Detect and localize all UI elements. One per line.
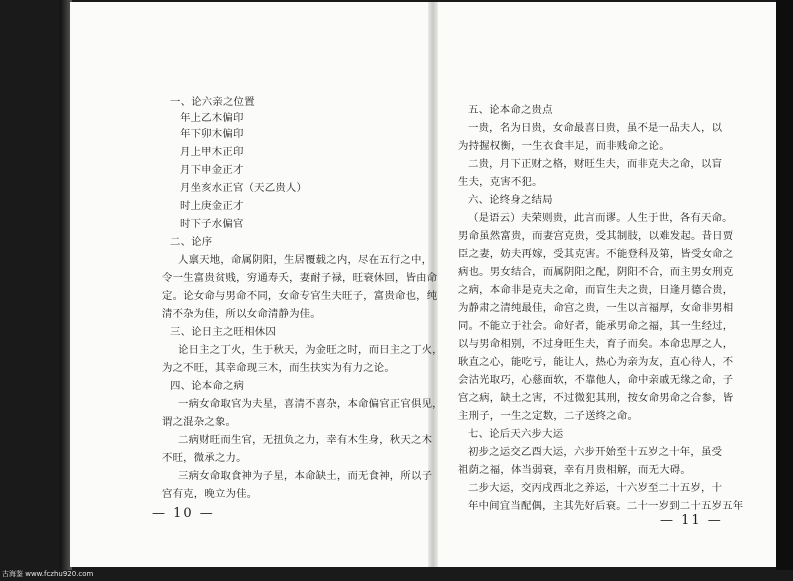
text-line: 二步大运，交丙戌西北之养运，十六岁至二十五岁，十 — [468, 482, 723, 494]
text-line: 月坐亥水正官（天乙贵人） — [180, 182, 308, 194]
text-line: 一病女命取官为夫星，喜清不喜杂，本命偏官正官俱见， — [178, 398, 443, 410]
right-page-number: — 11 — — [660, 513, 723, 528]
text-line: 为静肃之清纯最佳，命宫之贵，一生以言福厚，女命非男相 — [458, 302, 734, 314]
section-heading: 二、论序 — [170, 236, 213, 248]
section-heading: 七、论后天六步大运 — [468, 428, 564, 440]
text-line: 人禀天地，命属阴阳，生居覆载之内，尽在五行之中， — [178, 254, 433, 266]
text-line: 一贵，名为日贵，女命最喜日贵，虽不是一品夫人，以 — [468, 122, 723, 134]
text-line: 论日主之丁火，生于秋天，为金旺之时，而日主之丁火， — [178, 344, 443, 356]
text-line: 会沽光取巧，心慈面软，不靠他人，命中亲戚无缘之命，子 — [458, 374, 734, 386]
text-line: 生夫，克害不犯。 — [458, 176, 543, 188]
section-heading: 一、论六亲之位置 — [170, 96, 255, 108]
text-line: 同。不能立于社会。命好者，能承男命之福，其一生经过， — [458, 320, 734, 332]
text-line: 男命虽然富贵，而妻宫克贵，受其制肢，以难发起。昔日贾 — [458, 230, 734, 242]
site-watermark-footer: 古海鉴 www.fczhu920.com — [2, 570, 94, 578]
left-page — [162, 0, 443, 565]
text-line: 以与男命相别，不过身旺生夫，育子而矣。本命忠厚之人， — [458, 338, 734, 350]
text-line: 主刑子，一生之定数，二子送终之命。 — [458, 410, 639, 422]
text-line: 为之不旺，其幸命现三木，而生扶实为有力之论。 — [162, 362, 395, 374]
text-line: 令一生富贵贫贱，穷通寿夭，妻耐子禄，旺衰休回，皆由命 — [162, 272, 438, 284]
section-heading: 五、论本命之贵点 — [468, 104, 553, 116]
text-line: 病也。男女结合，而属阴阳之配，阴阳不合，而主男女刑克 — [458, 266, 734, 278]
text-line: 谓之混杂之象。 — [162, 416, 237, 428]
left-page-number: — 10 — — [152, 506, 215, 521]
text-line: 二病财旺而生官，无扭负之力，幸有木生身，秋天之木 — [178, 434, 433, 446]
text-line: 初步之运交乙酉大运，六步开始至十五岁之十年，虽受 — [468, 446, 723, 458]
text-line: 时上庚金正才 — [180, 200, 244, 212]
section-heading: 三、论日主之旺相休囚 — [170, 326, 276, 338]
text-line: 年中间宜当配偶，主其先好后衰。二十一岁到二十五岁五年 — [468, 500, 744, 512]
text-line: 为持握权衡，一生衣食丰足，而非贱命之论。 — [458, 140, 670, 152]
section-heading: 四、论本命之病 — [170, 380, 245, 392]
text-line: 二贵，月下正财之格，财旺生夫，而非克夫之命，以盲 — [468, 158, 723, 170]
text-line: 时下子水偏官 — [180, 218, 244, 230]
text-line: 之病，本命非是克夫之命，而盲生夫之贵，日逢月德合贵， — [458, 284, 734, 296]
book-right-edge — [776, 0, 793, 570]
text-line: 年下卯木偏印 — [180, 128, 244, 140]
right-page — [458, 0, 744, 565]
text-line: （是语云）夫荣则贵，此言而谬。人生于世，各有天命。 — [468, 212, 733, 224]
text-line: 月上甲木正印 — [180, 146, 244, 158]
text-line: 月下申金正才 — [180, 164, 244, 176]
text-line: 三病女命取食神为子星，本命缺土，而无食神，所以子 — [178, 470, 433, 482]
text-line: 清不杂为佳，所以女命清静为佳。 — [162, 308, 321, 320]
text-line: 不旺，微承之力。 — [162, 452, 247, 464]
section-heading: 六、论终身之结局 — [468, 194, 553, 206]
text-line: 年上乙木偏印 — [180, 112, 244, 124]
text-line: 臣之妻，妨夫再嫁，受其克害。不能登科及第，皆受女命之 — [458, 248, 734, 260]
text-line: 宫有克，晚立为佳。 — [162, 488, 258, 500]
text-line: 定。论女命与男命不同，女命专官生夫旺子，富贵命也，纯 — [162, 290, 438, 302]
text-line: 宫之病，缺土之害，不过微犯其刑，按女命男命之合参，皆 — [458, 392, 734, 404]
text-line: 耿直之心，能吃亏，能让人，热心为亲为友，直心待人，不 — [458, 356, 734, 368]
text-line: 祖荫之福，体当弱衰，幸有月贵相解，而无大碍。 — [458, 464, 691, 476]
